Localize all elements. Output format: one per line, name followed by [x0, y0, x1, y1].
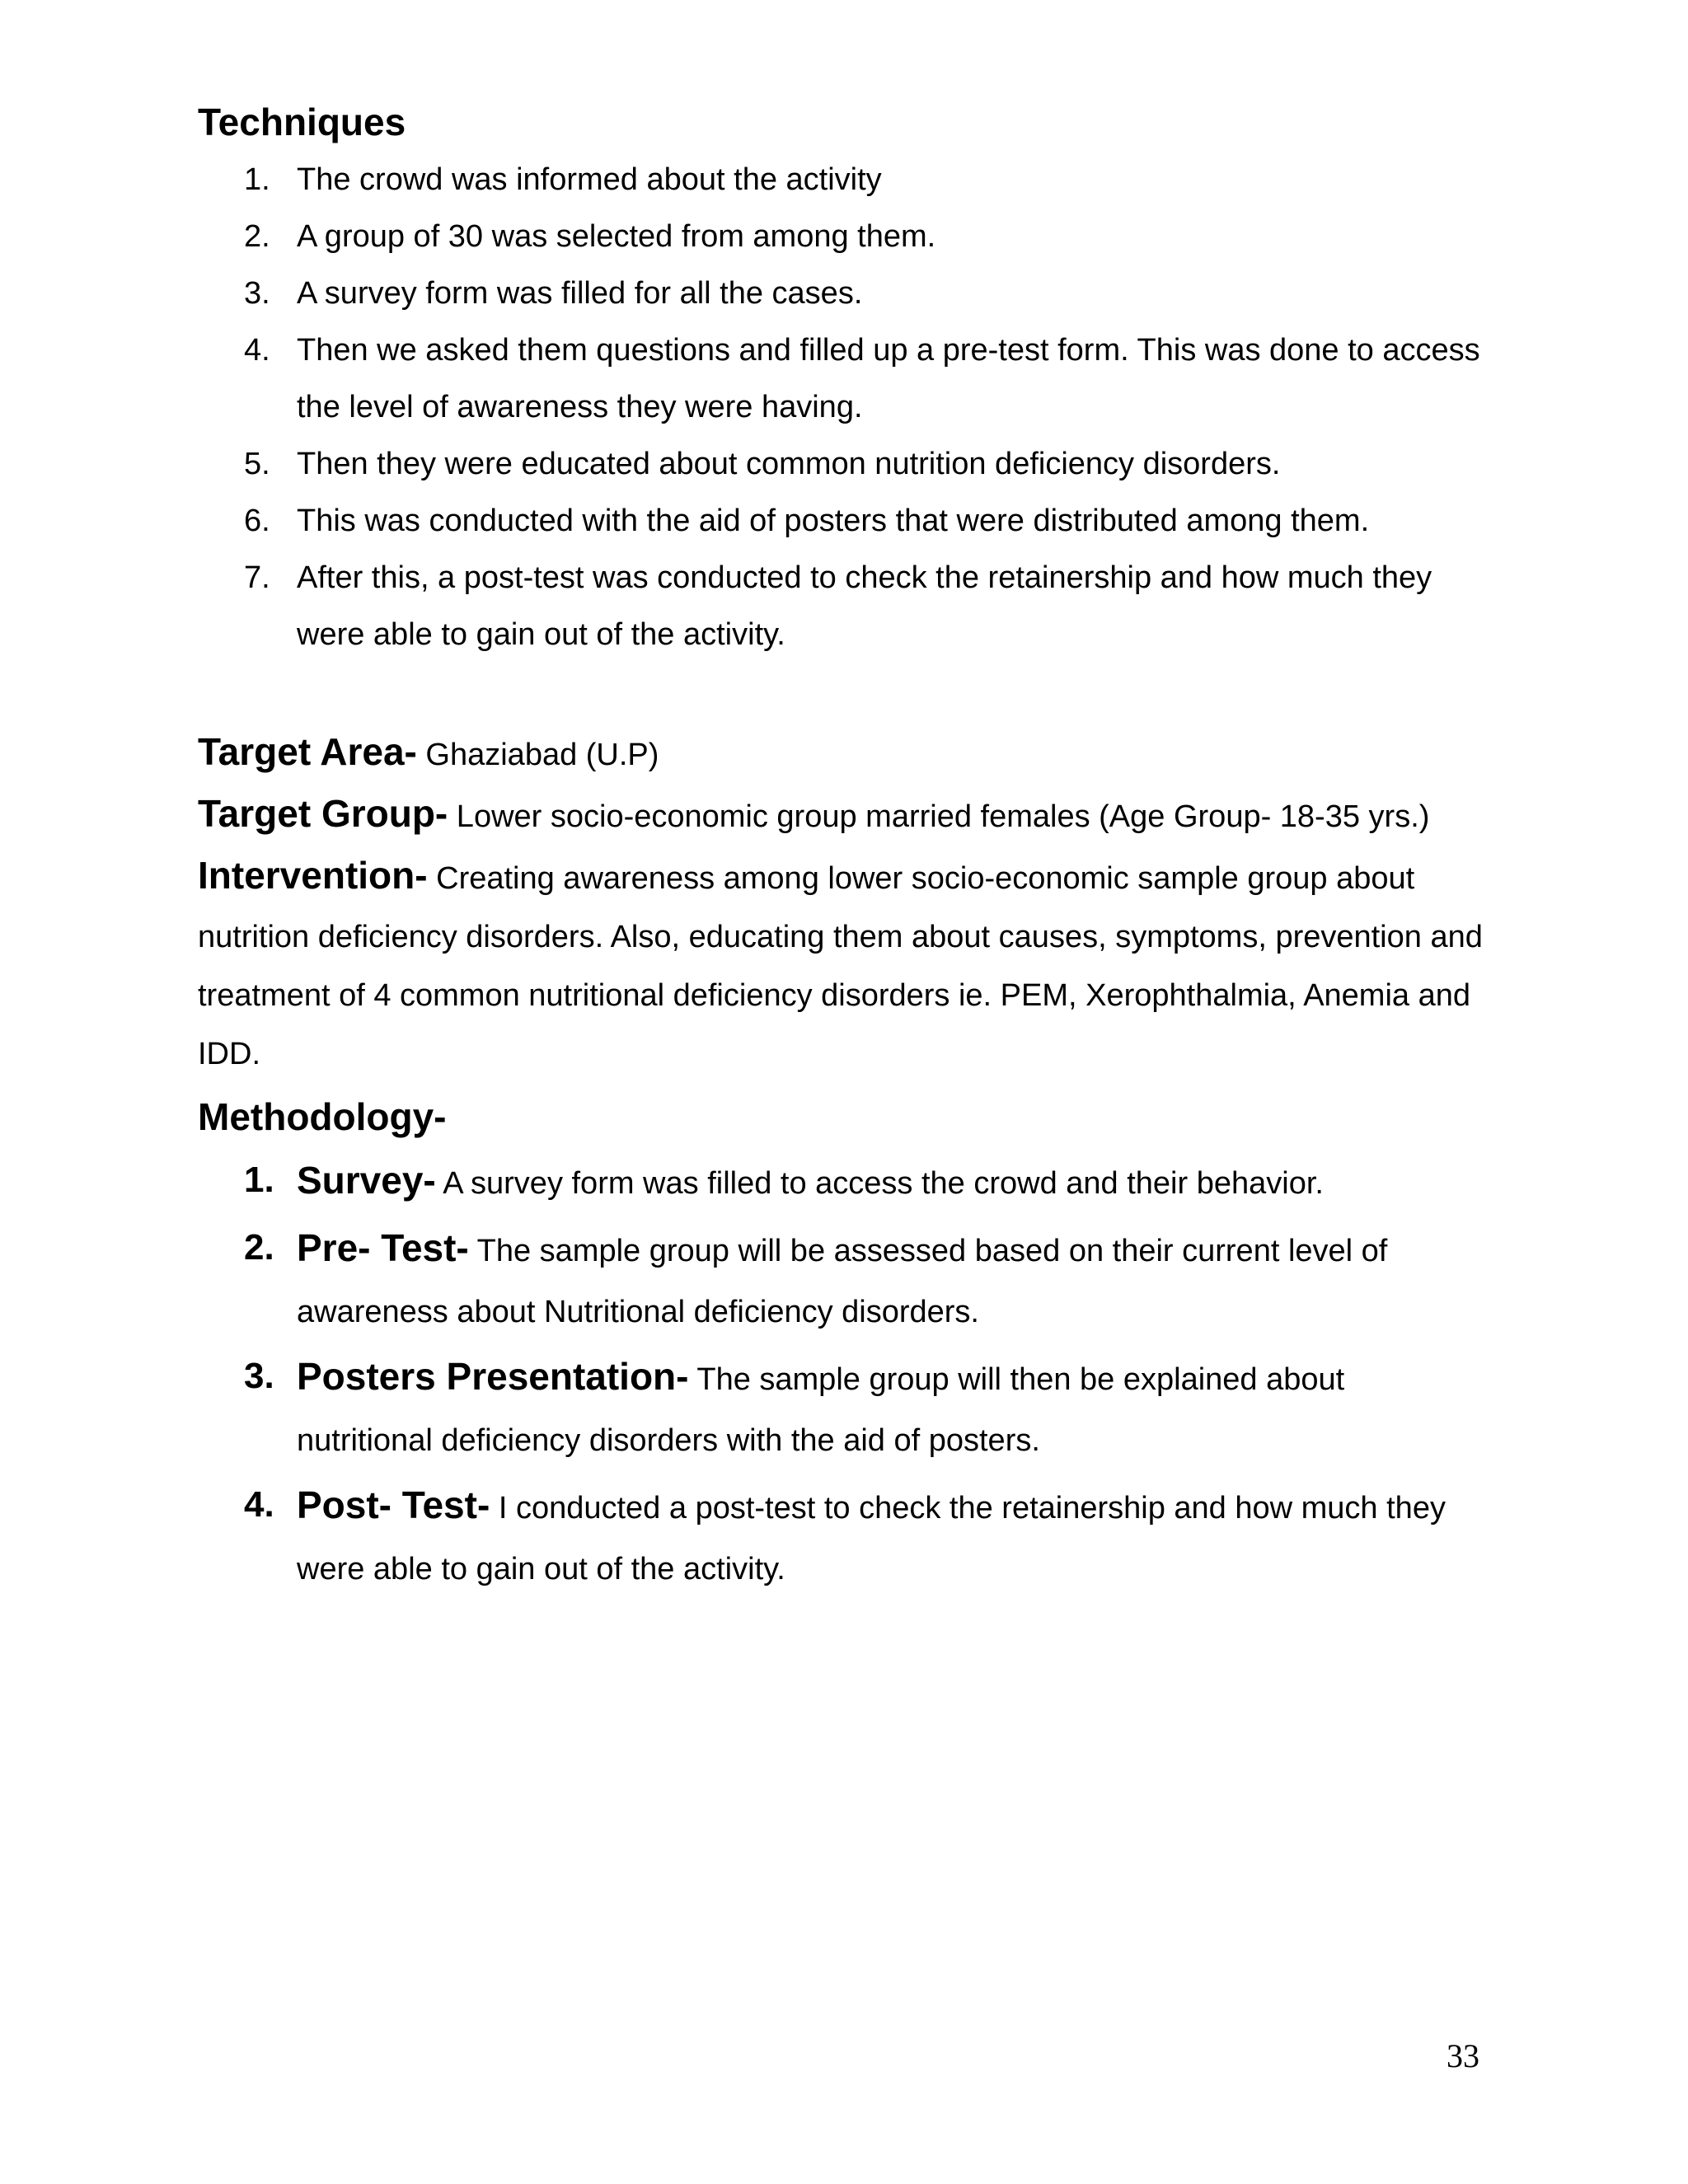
list-number: 6.	[244, 504, 270, 538]
list-number: 2.	[244, 1227, 274, 1268]
list-number: 4.	[244, 333, 270, 368]
methodology-item	[198, 1474, 1484, 1600]
techniques-item	[198, 493, 1484, 550]
methodology-term: Post- Test-	[297, 1483, 490, 1526]
target-area	[198, 723, 1484, 785]
methodology-heading: Methodology-	[198, 1095, 447, 1138]
list-text: A group of 30 was selected from among them.	[297, 219, 936, 254]
intervention-text: Creating awareness among lower socio-economic sample group about nutrition deficiency disorders. Also, educating them about causes, symptoms, prevention and treatment of 4 common nutritional deficiency disorders ie. PEM, Xerophthalmia, Anemia and IDD.	[198, 861, 1483, 1071]
intervention-label: Intervention-	[198, 854, 428, 897]
list-number: 2.	[244, 219, 270, 254]
list-text: A survey form was filled for all the cases.	[297, 276, 863, 311]
list-number: 5.	[244, 447, 270, 481]
techniques-list	[198, 152, 1484, 663]
methodology-term: Pre- Test-	[297, 1226, 469, 1269]
target-group-text: Lower socio-economic group married females (Age Group- 18-35 yrs.)	[448, 799, 1430, 834]
techniques-item	[198, 322, 1484, 436]
methodology-item	[198, 1150, 1484, 1214]
target-group	[198, 785, 1484, 846]
methodology-list	[198, 1150, 1484, 1600]
methodology-text: A survey form was filled to access the crowd and their behavior.	[435, 1166, 1324, 1201]
target-group-label: Target Group-	[198, 792, 448, 835]
methodology-term: Survey-	[297, 1159, 436, 1202]
techniques-item	[198, 209, 1484, 265]
section-spacer	[198, 663, 1484, 723]
list-text: The crowd was informed about the activity	[297, 162, 882, 197]
page-number: 33	[1447, 2037, 1479, 2074]
target-area-label: Target Area-	[198, 730, 417, 773]
list-text: Then they were educated about common nutrition deficiency disorders.	[297, 447, 1281, 481]
techniques-item	[198, 550, 1484, 663]
techniques-item	[198, 265, 1484, 322]
target-area-text: Ghaziabad (U.P)	[416, 738, 659, 772]
list-number: 1.	[244, 162, 270, 197]
methodology-text: The sample group will then be explained about nutritional deficiency disorders with the aid of posters.	[297, 1362, 1345, 1458]
list-text: Then we asked them questions and filled up a pre-test form. This was done to access the level of awareness they were having.	[297, 333, 1480, 424]
techniques-item	[198, 152, 1484, 209]
intervention	[198, 846, 1484, 1084]
list-number: 3.	[244, 276, 270, 311]
methodology-item	[198, 1217, 1484, 1343]
list-number: 3.	[244, 1356, 274, 1396]
techniques-item	[198, 436, 1484, 493]
methodology-term: Posters Presentation-	[297, 1355, 689, 1398]
list-number: 1.	[244, 1160, 274, 1200]
list-text: After this, a post-test was conducted to check the retainership and how much they were able to gain out of the activity.	[297, 560, 1432, 652]
methodology-item	[198, 1346, 1484, 1471]
list-text: This was conducted with the aid of posters that were distributed among them.	[297, 504, 1370, 538]
list-number: 7.	[244, 560, 270, 595]
methodology-text: The sample group will be assessed based on their current level of awareness about Nutritional deficiency disorders.	[297, 1234, 1388, 1329]
page-content	[198, 92, 1484, 1603]
methodology-text: I conducted a post-test to check the retainership and how much they were able to gain out of the activity.	[297, 1491, 1446, 1586]
techniques-heading: Techniques	[198, 101, 406, 143]
list-number: 4.	[244, 1484, 274, 1525]
